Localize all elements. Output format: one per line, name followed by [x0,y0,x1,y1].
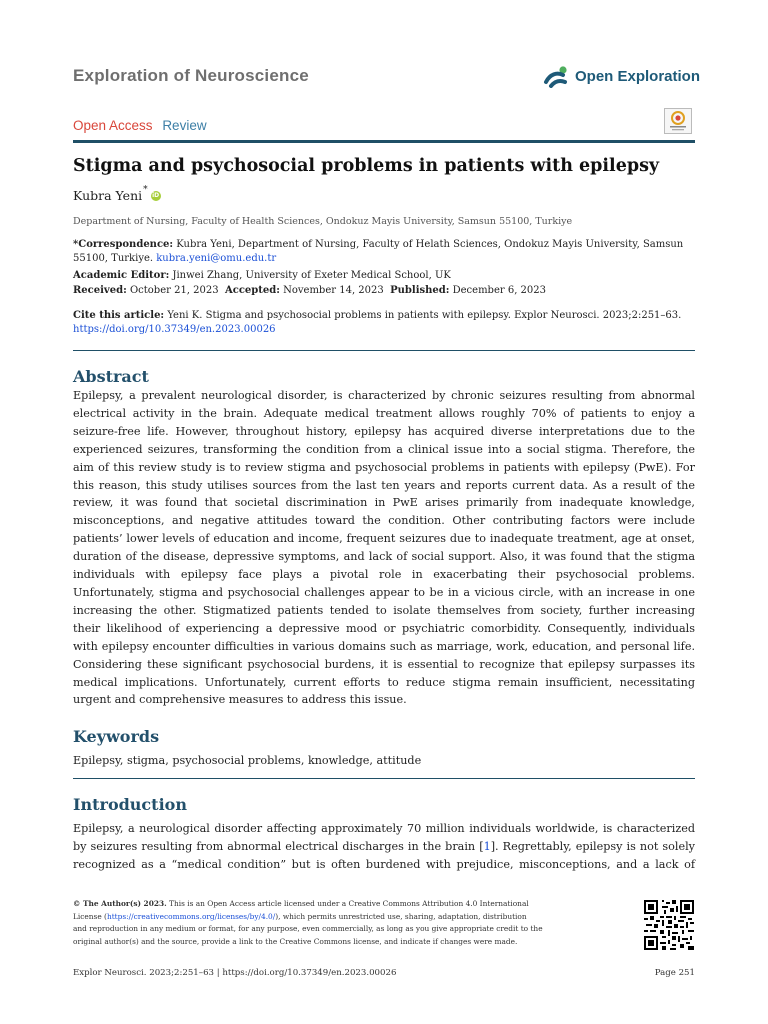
keywords-text: Epilepsy, stigma, psychosocial problems, knowledge, attitude [73,754,422,767]
copyright: © The Author(s) 2023. [73,899,167,908]
license-url-link[interactable]: https://creativecommons.org/licenses/by/4.0/ [106,911,276,921]
abstract-text [73,387,695,709]
review-label: Review [162,118,207,133]
divider-1 [73,350,695,351]
published-date: December 6, 2023 [449,285,546,296]
abstract-line: aim of this review study is to review stigma and psychosocial problems in patients with epilepsy (PwE). For [73,460,695,474]
published-label: Published: [390,285,450,296]
article-title: Stigma and psychosocial problems in patients with epilepsy [73,156,660,176]
abstract-line: with epilepsy encounter difficulties in various domains such as marriage, work, education, and personal life. [73,639,695,653]
reference-link[interactable]: 1 [483,839,491,853]
license-notice [73,898,625,948]
intro-line-part: by seizures resulting from abnormal electrical discharges in the brain [ [73,839,484,853]
abstract-line: their likelihood of experiencing a depressive mood or psychiatric comorbidity. Consequently, individuals [73,621,695,635]
abstract-line: review, it was found that societal discrimination in PwE arises primarily from inadequate knowledge, [73,496,695,510]
abstract-line: misconceptions, and negative attitudes toward the condition. Other contributing factors were include [73,514,695,528]
intro-line-part: ]. Regrettably, epilepsy is not solely [490,839,696,853]
correspondence-label: *Correspondence: [73,239,174,250]
abstract-line: electrical activity in the brain. Adequate medical treatment allows roughly 70% of patients to enjoy a [73,406,695,420]
abstract-line: patients’ lower levels of education and income, frequent seizures due to inadequate treatment, age at onset, [73,532,695,546]
intro-line: recognized as a “medical condition” but is often burdened with prejudice, misconceptions, and a lack of [73,857,695,871]
academic-editor [73,269,695,283]
license-line: original author(s) and the source, provide a link to the Creative Commons license, and indicate if changes were made. [73,936,518,946]
open-access-label: Open Access [73,118,153,133]
intro-line [73,838,695,856]
citation-block [73,309,695,337]
accepted-label: Accepted: [224,285,280,296]
introduction-text [73,820,695,874]
journal-title: Exploration of Neuroscience [73,66,309,85]
introduction-heading: Introduction [73,795,187,814]
author-line [73,185,161,203]
abstract-heading: Abstract [73,367,149,386]
abstract-line: individuals with epilepsy face plays a pivotal role in exacerbating their psychosocial problems. [73,568,695,582]
abstract-line: urgent and comprehensive measures to address this issue. [73,693,407,707]
license-line: License ( [73,911,107,921]
abstract-line: increasing the other. Stigmatized patients tended to isolate themselves from society, further increasing [73,603,695,617]
intro-line: Epilepsy, a neurological disorder affecting approximately 70 million individuals worldwide, is characterized [73,822,695,835]
author-name[interactable]: Kubra Yeni [73,188,143,203]
qr-code-icon[interactable] [644,900,694,950]
license-line: ), which permits unrestricted use, sharing, adaptation, distribution [275,911,527,921]
correspondence [73,238,695,266]
dates [73,284,695,298]
orcid-icon[interactable]: iD [152,192,160,199]
abstract-line: duration of the disease, depressive symptoms, and lack of social support. Also, it was found that the stigma [73,550,695,564]
cite-text: Yeni K. Stigma and psychosocial problems in patients with epilepsy. Explor Neurosci. 2023;2:251–63. [164,310,682,321]
footer-citation: Explor Neurosci. 2023;2:251–63 | https://doi.org/10.37349/en.2023.00026 [73,968,397,978]
correspondence-text-1: Kubra Yeni, Department of Nursing, Faculty of Helath Sciences, Ondokuz Mayis University, Samsun [173,239,684,250]
header-rule [73,140,695,143]
brand-name: Open Exploration [575,67,701,85]
editor-label: Academic Editor: [73,270,170,281]
divider-2 [73,778,695,779]
received-label: Received: [73,285,127,296]
check-for-updates-badge[interactable] [664,108,692,134]
page-number: Page 251 [654,968,695,978]
abstract-line: this reason, this study utilises sources from the last ten years and reports current data. As a result of the [73,478,695,492]
cite-label: Cite this article: [73,310,165,321]
affiliation: Department of Nursing, Faculty of Health Sciences, Ondokuz Mayis University, Samsun 55100, Turkiye [73,216,573,227]
doi-link[interactable]: https://doi.org/10.37349/en.2023.00026 [73,324,276,335]
article-type [73,118,207,133]
check-for-updates-icon [665,109,691,133]
open-exploration-icon [543,64,571,88]
corresponding-mark: * [143,185,148,195]
correspondence-text-2: 55100, Turkiye. [73,253,157,264]
accepted-date: November 14, 2023 [279,285,384,296]
email-link[interactable]: kubra.yeni@omu.edu.tr [156,253,277,264]
abstract-line: Unfortunately, stigma and psychosocial challenges appear to be in a vicious circle, with an increase in one [73,585,695,599]
license-line: and reproduction in any medium or format, for any purpose, even commercially, as long as you give appropriate credit to the [73,924,543,934]
abstract-line: seizure-free life. However, throughout history, epilepsy has acquired diverse interpretations due to the [73,424,695,438]
open-exploration-logo [543,64,700,88]
abstract-line: medical implications. Unfortunately, current efforts to reduce stigma remain insufficient, necessitating [73,675,695,689]
abstract-line: Considering these significant psychosocial burdens, it is essential to recognize that epilepsy surpasses its [73,657,695,671]
received-date: October 21, 2023 [126,285,219,296]
license-line: This is an Open Access article licensed under a Creative Commons Attribution 4.0 International [166,899,529,908]
abstract-line: experienced seizures, transforming the condition from a clinical issue into a social stigma. Therefore, the [73,442,695,456]
keywords-heading: Keywords [73,727,160,746]
editor-text: Jinwei Zhang, University of Exeter Medical School, UK [169,270,451,281]
abstract-line: Epilepsy, a prevalent neurological disorder, is characterized by chronic seizures resulting from abnormal [73,389,695,402]
